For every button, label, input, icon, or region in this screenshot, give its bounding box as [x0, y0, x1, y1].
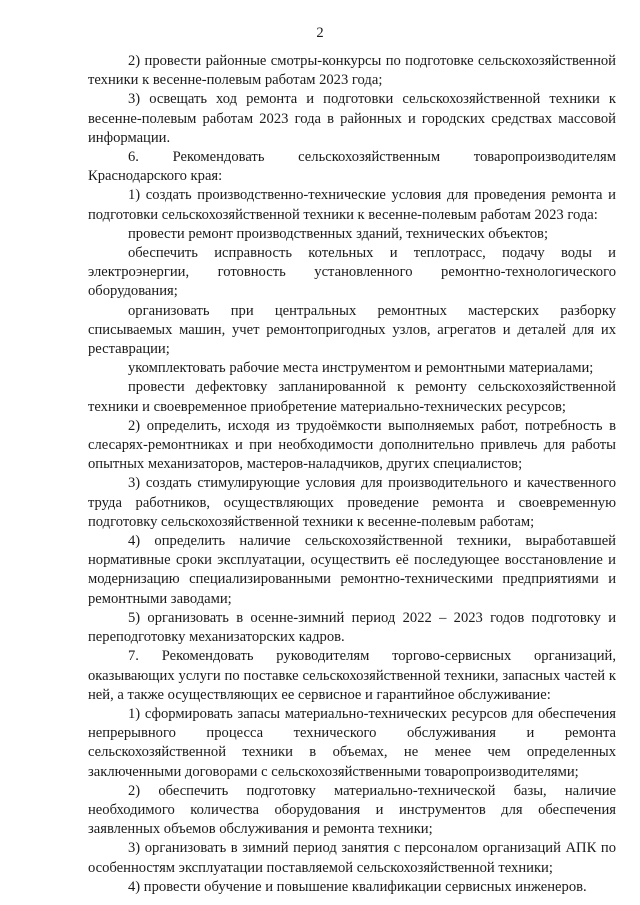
paragraph: 4) определить наличие сельскохозяйственной техники, выработавшей нормативные сроки эксплуатации, осуществить её последующее восстановление и модернизацию специализированными ремонтно-техническими предприятиями и ремонтными заводами; [88, 533, 616, 607]
paragraph: 4) провести обучение и повышение квалификации сервисных инженеров. [128, 878, 587, 895]
paragraph: 7. Рекомендовать руководителям торгово-сервисных организаций, оказывающих услуги по поставке сельскохозяйственной техники, запасных частей к ней, а также осуществляющих ее сервисное и гарантийное обслуживание: [88, 648, 616, 703]
paragraph: обеспечить исправность котельных и теплотрасс, подачу воды и электроэнергии, готовность установленного ремонтно-технологического оборудования; [88, 245, 616, 300]
paragraph: 3) создать стимулирующие условия для производительного и качественного труда работников, осуществляющих проведение ремонта и своевременную подготовку сельскохозяйственной техники к весенне-полевым работам; [88, 475, 616, 530]
paragraph: укомплектовать рабочие места инструментом и ремонтными материалами; [128, 360, 594, 377]
paragraph: провести дефектовку запланированной к ремонту сельскохозяйственной техники и своевременное приобретение материально-технических ресурсов; [88, 379, 616, 415]
paragraph: 2) провести районные смотры-конкурсы по подготовке сельскохозяйственной техники к весенне-полевым работам 2023 года; [88, 53, 616, 89]
paragraph: 2) обеспечить подготовку материально-технической базы, наличие необходимого количества оборудования и инструментов для обеспечения заявленных объемов обслуживания и ремонта техники; [88, 782, 616, 838]
paragraph: 1) сформировать запасы материально-технических ресурсов для обеспечения непрерывного процесса технического обслуживания и ремонта сельскохозяйственной техники в объемах, не менее чем определенных заключенными договорами с сельскохозяйственными товаропроизводителями; [88, 705, 616, 780]
paragraph: 6. Рекомендовать сельскохозяйственным товаропроизводителям Краснодарского края: [88, 149, 616, 185]
paragraph: организовать при центральных ремонтных мастерских разборку списываемых машин, учет ремонтопригодных узлов, агрегатов и деталей для их реставрации; [88, 302, 616, 358]
page-number: 2 [316, 25, 324, 41]
document-body [88, 52, 616, 897]
paragraph: 5) организовать в осенне-зимний период 2022 – 2023 годов подготовку и переподготовку механизаторских кадров. [88, 609, 616, 646]
paragraph: 2) определить, исходя из трудоёмкости выполняемых работ, потребность в слесарях-ремонтниках и при необходимости дополнительно привлечь для работы опытных механизаторов, мастеров-наладчиков, других специалистов; [88, 417, 616, 473]
paragraph: провести ремонт производственных зданий, технических объектов; [128, 225, 549, 242]
paragraph: 1) создать производственно-технические условия для проведения ремонта и подготовки сельскохозяйственной техники к весенне-полевым работам 2023 года: [88, 187, 616, 223]
paragraph: 3) организовать в зимний период занятия с персоналом организаций АПК по особенностям эксплуатации поставляемой сельскохозяйственной техники; [88, 840, 616, 876]
paragraph: 3) освещать ход ремонта и подготовки сельскохозяйственной техники к весенне-полевым работам 2023 года в районных и городских средствах массовой информации. [88, 91, 616, 146]
